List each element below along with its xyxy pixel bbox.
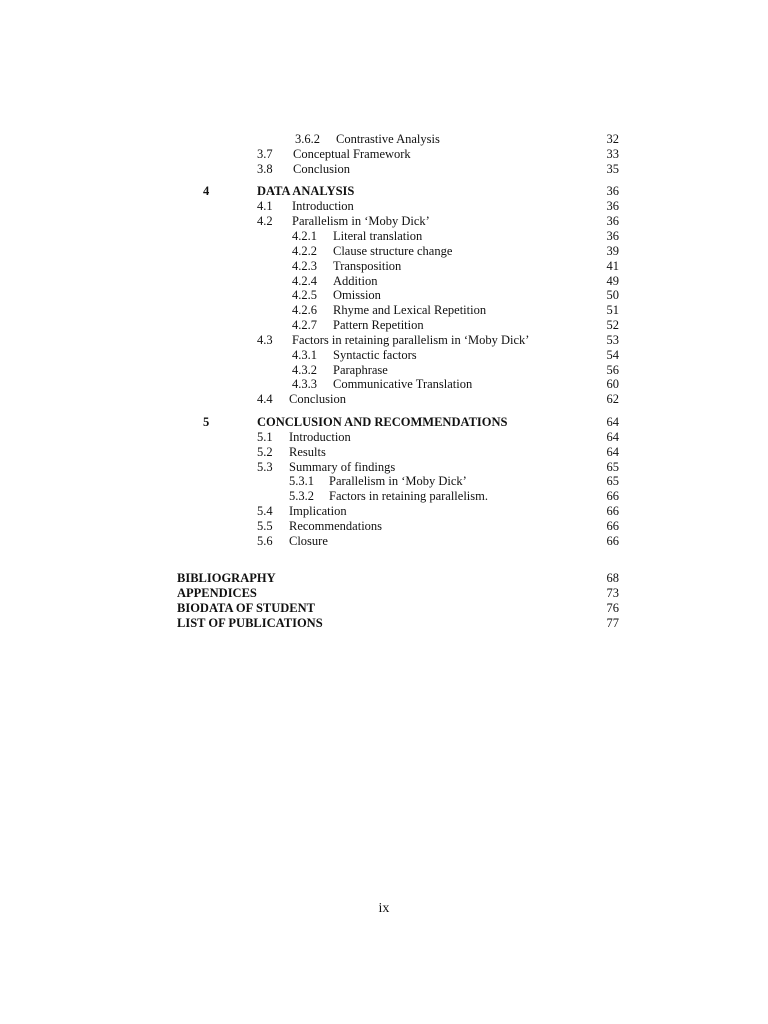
- toc-entry-title: Addition: [333, 274, 378, 288]
- toc-entry-title: BIBLIOGRAPHY: [177, 571, 276, 585]
- toc-entry-title: Conceptual Framework: [293, 147, 411, 161]
- toc-entry-number: 4.2.7: [292, 318, 317, 332]
- toc-entry-title: Clause structure change: [333, 244, 453, 258]
- toc-entry-4-3-2: [0, 363, 768, 378]
- toc-entry-page: 54: [606, 348, 619, 362]
- toc-entry-number: 3.6.2: [295, 132, 320, 146]
- page-number: ix: [378, 901, 390, 916]
- toc-entry-5-2: [0, 445, 768, 460]
- toc-entry-number: 4.3.3: [292, 377, 317, 391]
- toc-entry-page: 62: [606, 392, 619, 406]
- toc-entry-page: 73: [606, 586, 619, 600]
- toc-entry-page: 68: [606, 571, 619, 585]
- toc-entry-title: Summary of findings: [289, 460, 396, 474]
- toc-entry-page: 51: [606, 303, 619, 317]
- toc-entry-title: Pattern Repetition: [333, 318, 424, 332]
- toc-entry-title: APPENDICES: [177, 586, 257, 600]
- toc-entry-page: 36: [606, 214, 619, 228]
- toc-entry-4-4: [0, 392, 768, 407]
- toc-entry-title: Recommendations: [289, 519, 383, 533]
- toc-entry-4-2-3: [0, 259, 768, 274]
- toc-entry-page: 77: [606, 616, 619, 630]
- toc-entry-title: BIODATA OF STUDENT: [177, 601, 315, 615]
- toc-chapter-4: [0, 184, 768, 199]
- toc-entry-title: Rhyme and Lexical Repetition: [333, 303, 487, 317]
- toc-entry-number: 5.3: [257, 460, 273, 474]
- toc-entry-page: 65: [606, 460, 619, 474]
- toc-entry-biodata: [0, 601, 768, 616]
- toc-entry-4-2-4: [0, 274, 768, 289]
- toc-entry-page: 39: [606, 244, 619, 258]
- toc-entry-5-3-2: [0, 489, 768, 504]
- toc-entry-number: 4.1: [257, 199, 273, 213]
- toc-entry-page: 64: [606, 415, 619, 429]
- toc-entry-page: 66: [606, 504, 619, 518]
- toc-entry-number: 4.2.3: [292, 259, 317, 273]
- toc-entry-page: 66: [606, 534, 619, 548]
- toc-chapter-number: 5: [203, 415, 210, 429]
- toc-entry-title: Implication: [289, 504, 347, 518]
- toc-entry-title: Parallelism in ‘Moby Dick’: [292, 214, 430, 228]
- toc-entry-number: 5.4: [257, 504, 273, 518]
- toc-entry-page: 66: [606, 519, 619, 533]
- toc-entry-number: 4.2.1: [292, 229, 317, 243]
- toc-entry-page: 49: [606, 274, 619, 288]
- toc-entry-number: 5.6: [257, 534, 273, 548]
- toc-entry-page: 53: [606, 333, 619, 347]
- toc-entry-number: 5.3.1: [289, 474, 314, 488]
- toc-entry-page: 64: [606, 445, 619, 459]
- toc-entry-title: Omission: [333, 288, 381, 302]
- toc-entry-page: 64: [606, 430, 619, 444]
- toc-entry-title: Syntactic factors: [333, 348, 417, 362]
- toc-entry-5-4: [0, 504, 768, 519]
- toc-chapter-5: [0, 415, 768, 430]
- toc-chapter-title: DATA ANALYSIS: [257, 184, 355, 198]
- toc-entry-title: Introduction: [289, 430, 351, 444]
- toc-entry-title: Factors in retaining parallelism.: [329, 489, 488, 503]
- toc-entry-title: Results: [289, 445, 326, 459]
- toc-entry-3-6-2: [0, 132, 768, 147]
- toc-entry-3-7: [0, 147, 768, 162]
- toc-entry-number: 4.2.6: [292, 303, 317, 317]
- toc-entry-4-2-5: [0, 288, 768, 303]
- toc-entry-5-3: [0, 460, 768, 475]
- toc-entry-page: 32: [606, 132, 619, 146]
- toc-entry-4-3-1: [0, 348, 768, 363]
- toc-entry-number: 3.8: [257, 162, 273, 176]
- toc-entry-number: 4.2: [257, 214, 273, 228]
- toc-entry-title: Conclusion: [293, 162, 350, 176]
- toc-entry-page: 52: [606, 318, 619, 332]
- toc-entry-number: 4.4: [257, 392, 273, 406]
- toc-entry-title: Literal translation: [333, 229, 423, 243]
- toc-entry-page: 41: [606, 259, 619, 273]
- toc-entry-page: 35: [606, 162, 619, 176]
- toc-entry-4-2-2: [0, 244, 768, 259]
- toc-entry-3-8: [0, 162, 768, 177]
- toc-entry-4-1: [0, 199, 768, 214]
- toc-entry-number: 4.3.2: [292, 363, 317, 377]
- toc-entry-number: 5.3.2: [289, 489, 314, 503]
- toc-entry-5-3-1: [0, 474, 768, 489]
- toc-entry-4-2-6: [0, 303, 768, 318]
- toc-entry-number: 4.2.2: [292, 244, 317, 258]
- toc-entry-page: 33: [606, 147, 619, 161]
- toc-entry-bibliography: [0, 571, 768, 586]
- toc-entry-title: Closure: [289, 534, 328, 548]
- toc-entry-page: 60: [606, 377, 619, 391]
- toc-entry-number: 4.2.4: [292, 274, 317, 288]
- toc-entry-4-2-7: [0, 318, 768, 333]
- toc-entry-page: 76: [606, 601, 619, 615]
- toc-entry-number: 4.2.5: [292, 288, 317, 302]
- toc-entry-title: Conclusion: [289, 392, 346, 406]
- toc-entry-title: LIST OF PUBLICATIONS: [177, 616, 323, 630]
- toc-entry-page: 36: [606, 229, 619, 243]
- toc-entry-page: 36: [606, 199, 619, 213]
- toc-entry-number: 5.1: [257, 430, 273, 444]
- toc-entry-page: 56: [606, 363, 619, 377]
- toc-chapter-title: CONCLUSION AND RECOMMENDATIONS: [257, 415, 508, 429]
- toc-entry-4-3: [0, 333, 768, 348]
- toc-entry-title: Introduction: [292, 199, 354, 213]
- toc-chapter-number: 4: [203, 184, 210, 198]
- toc-entry-title: Paraphrase: [333, 363, 388, 377]
- toc-entry-number: 4.3: [257, 333, 273, 347]
- toc-entry-title: Parallelism in ‘Moby Dick’: [329, 474, 467, 488]
- toc-entry-4-2-1: [0, 229, 768, 244]
- toc-entry-number: 3.7: [257, 147, 273, 161]
- toc-entry-5-5: [0, 519, 768, 534]
- toc-entry-page: 65: [606, 474, 619, 488]
- toc-entry-4-2: [0, 214, 768, 229]
- toc-entry-number: 5.5: [257, 519, 273, 533]
- toc-entry-title: Factors in retaining parallelism in ‘Moby Dick’: [292, 333, 530, 347]
- toc-entry-4-3-3: [0, 377, 768, 392]
- toc-entry-appendices: [0, 586, 768, 601]
- toc-entry-page: 66: [606, 489, 619, 503]
- toc-entry-number: 4.3.1: [292, 348, 317, 362]
- toc-entry-title: Transposition: [333, 259, 402, 273]
- toc-entry-publications: [0, 616, 768, 631]
- toc-entry-title: Communicative Translation: [333, 377, 473, 391]
- toc-entry-5-6: [0, 534, 768, 549]
- toc-entry-5-1: [0, 430, 768, 445]
- toc-entry-page: 36: [606, 184, 619, 198]
- toc-entry-title: Contrastive Analysis: [336, 132, 440, 146]
- toc-entry-number: 5.2: [257, 445, 273, 459]
- toc-entry-page: 50: [606, 288, 619, 302]
